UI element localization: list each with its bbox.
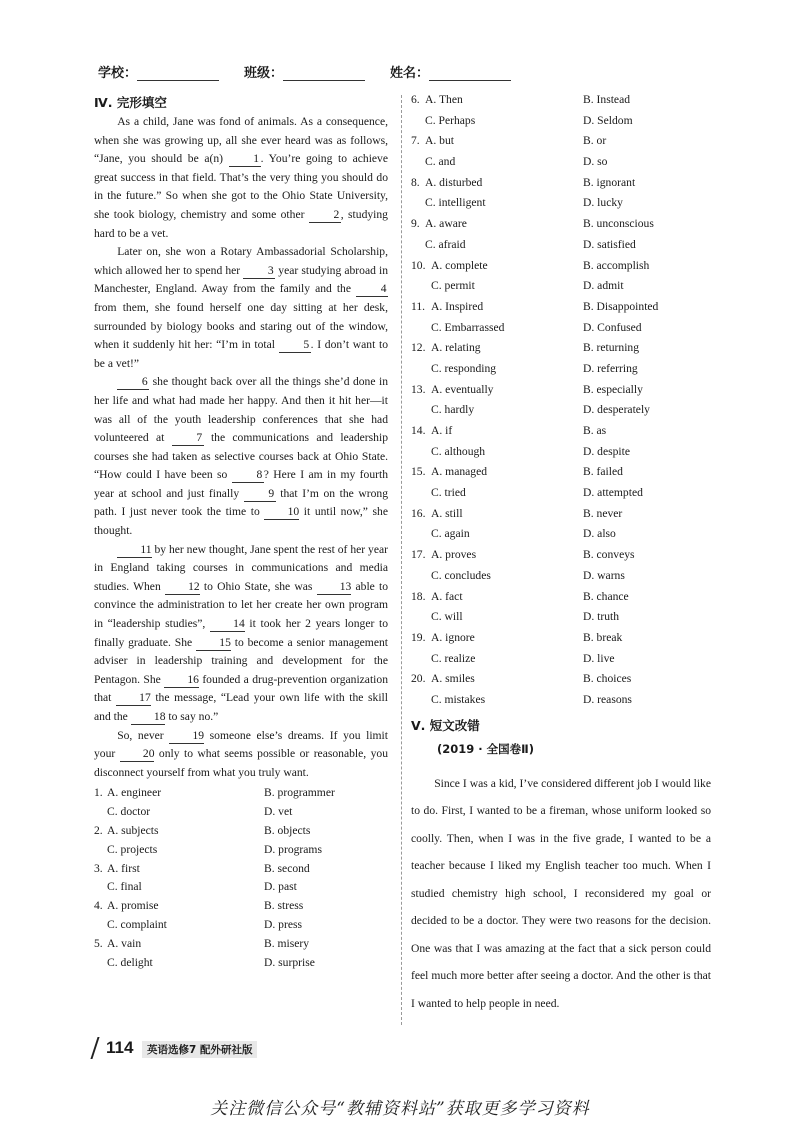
option-b[interactable]: B. unconscious [583,217,654,231]
option-row [94,841,388,860]
option-a[interactable]: A. first [107,861,140,875]
question-number: 20. [411,672,426,686]
option-d[interactable]: D. surprise [264,955,315,969]
option-c[interactable]: C. afraid [425,237,466,251]
option-c[interactable]: C. hardly [431,403,475,417]
option-d[interactable]: D. truth [583,610,620,624]
option-b[interactable]: B. failed [583,465,623,479]
option-row [94,897,388,916]
passage-text: someone else’s dreams. If you limit your [94,728,388,761]
option-row [411,693,711,714]
answer-blank[interactable]: 2 [309,208,341,223]
option-row [411,155,711,176]
option-row [411,321,711,342]
option-b[interactable]: B. objects [264,823,311,837]
question-number: 7. [411,134,420,148]
class-field [244,62,365,81]
school-field [98,62,219,81]
option-row [411,403,711,424]
option-b[interactable]: B. especially [583,382,643,396]
question-number: 14. [411,424,426,437]
option-d[interactable]: D. desperately [583,403,650,417]
option-d[interactable]: D. satisfied [583,237,636,251]
option-a[interactable]: A. subjects [107,823,159,837]
answer-blank[interactable]: 9 [244,487,276,502]
passage-text: that I’m on the wrong path. I just never took the time to [94,486,389,519]
option-row [411,652,711,673]
passage-text: As a child, Jane was fond of animals. As a consequence, when she was growing up, all she ever heard was as follows, “Jane, you should be a(n) [94,115,388,166]
option-b[interactable]: B. programmer [264,786,335,800]
option-row [411,196,711,217]
option-a[interactable]: A. proves [431,548,477,562]
passage-text: founded a drug-prevention organization that [94,672,388,705]
option-row [411,238,711,259]
footer-slash [90,1037,99,1059]
answer-blank[interactable]: 5 [279,338,311,353]
answer-blank[interactable]: 16 [164,673,199,688]
option-b[interactable]: B. as [583,424,607,437]
passage-text: by her new thought, Jane spent the rest of her year in England taking courses in communications and media studies. When [94,542,388,593]
option-a[interactable]: A. promise [107,899,159,913]
section5-title: Ⅴ. 短文改错 [411,717,480,733]
option-b[interactable]: B. accomplish [583,258,650,272]
passage-text: to become a senior management adviser in leadership training and development for the Pentagon. She [94,635,388,686]
option-c[interactable]: C. will [431,610,463,624]
option-row [94,878,388,897]
option-b[interactable]: B. ignorant [583,175,636,189]
question-number: 4. [94,899,103,913]
option-c[interactable]: C. delight [107,955,153,969]
option-c[interactable]: C. Embarrassed [431,320,505,334]
answer-blank[interactable]: 14 [210,617,245,632]
option-d[interactable]: D. Confused [583,320,642,334]
question-number: 17. [411,548,426,562]
answer-blank[interactable]: 4 [356,282,388,297]
option-d[interactable]: D. programs [264,842,322,856]
option-row [411,341,711,362]
option-row [411,507,711,528]
option-b[interactable]: B. misery [264,936,310,950]
option-c[interactable]: C. responding [431,361,497,375]
option-c[interactable]: C. final [107,880,142,894]
name-label: 姓名： [390,66,430,81]
passage-text: ? Here I am in my fourth year at school and just finally [94,468,388,500]
option-c[interactable]: C. tried [431,486,466,500]
option-row [411,445,711,466]
passage-text: So, never [117,728,170,742]
option-c[interactable]: C. although [431,444,486,458]
option-b[interactable]: B. Instead [583,93,631,106]
passage-text: year studying abroad in Manchester, England. Away from the family and the [94,263,388,296]
option-d[interactable]: D. warns [583,568,625,582]
school-blank[interactable] [137,66,219,81]
option-row [411,114,711,135]
option-row [94,803,388,822]
question-number: 19. [411,630,426,644]
option-c[interactable]: C. realize [431,651,476,665]
option-b[interactable]: B. choices [583,672,632,686]
passage-paragraph [94,243,388,373]
passage-text: only to what seems possible or reasonable, you disconnect yourself from what you truly want. [94,747,388,779]
option-a[interactable]: A. Then [425,93,463,106]
option-c[interactable]: C. and [425,155,456,169]
answer-blank[interactable]: 7 [172,431,204,446]
passage-text: she thought back over all the things she’d done in her life and what had made her happy. And then it hit her—it was all of the youth leadership conferences that she had volunteered at [94,375,388,445]
option-d[interactable]: D. despite [583,444,631,458]
option-d[interactable]: D. lucky [583,196,623,210]
passage-text: . I don’t want to be a vet!” [94,338,388,370]
option-row [411,631,711,652]
option-c[interactable]: C. projects [107,842,158,856]
right-column [411,93,711,1017]
option-a[interactable]: A. relating [431,341,481,355]
question-number: 12. [411,341,426,355]
option-d[interactable]: D. press [264,917,302,931]
option-a[interactable]: A. complete [431,258,488,272]
option-row [94,935,388,954]
question-number: 13. [411,382,426,396]
option-a[interactable]: A. vain [107,936,142,950]
option-c[interactable]: C. doctor [107,805,151,819]
option-a[interactable]: A. if [431,424,453,437]
option-a[interactable]: A. ignore [431,630,475,644]
book-label: 英语选修7 配外研社版 [142,1041,257,1058]
option-d[interactable]: D. also [583,527,616,541]
option-b[interactable]: B. break [583,630,623,644]
answer-blank[interactable]: 6 [117,375,149,390]
answer-blank[interactable]: 12 [165,580,200,595]
passage-text: the message, “Lead your own life with the skill and the [94,691,388,723]
option-a[interactable]: A. managed [431,465,488,479]
column-divider [401,95,402,1025]
question-number: 18. [411,589,426,603]
option-d[interactable]: D. admit [583,279,624,293]
option-d[interactable]: D. so [583,155,608,169]
answer-blank[interactable]: 20 [120,747,155,762]
option-row [411,672,711,693]
question-number: 2. [94,823,103,837]
passage-text: , studying hard to be a vet. [94,207,388,240]
option-row [411,93,711,114]
passage-paragraph [94,727,388,783]
option-row [94,784,388,803]
option-a[interactable]: A. smiles [431,672,475,686]
option-row [411,527,711,548]
option-row [411,383,711,404]
option-row [411,176,711,197]
option-b[interactable]: B. or [583,134,607,148]
passage-text: from them, she found herself one day sitting at her desk, surrounded by biology books and staring out of the window, when it suddenly hit her: “I’m in total [94,300,388,352]
answer-blank[interactable]: 10 [264,505,299,520]
option-b[interactable]: B. Disappointed [583,299,659,313]
option-c[interactable]: C. intelligent [425,196,486,210]
answer-blank[interactable]: 8 [232,468,264,483]
question-number: 1. [94,786,103,800]
option-row [411,610,711,631]
option-a[interactable]: A. but [425,134,454,148]
passage-paragraph [94,541,388,727]
question-number: 10. [411,258,426,272]
option-b[interactable]: B. returning [583,341,640,355]
option-d[interactable]: D. attempted [583,486,643,500]
option-a[interactable]: A. aware [425,217,467,231]
cloze-section [94,93,388,972]
option-b[interactable]: B. never [583,506,623,520]
question-number: 16. [411,506,426,520]
passage-paragraph [94,373,388,540]
question-number: 8. [411,175,420,189]
option-row [411,300,711,321]
option-c[interactable]: C. again [431,527,470,541]
option-row [94,916,388,935]
option-row [411,424,711,445]
option-row [411,279,711,300]
option-c[interactable]: C. concludes [431,568,491,582]
option-row [94,822,388,841]
option-row [411,362,711,383]
option-row [94,954,388,973]
option-row [411,217,711,238]
option-d[interactable]: D. reasons [583,692,632,706]
name-blank[interactable] [429,66,511,81]
option-a[interactable]: A. still [431,506,463,520]
option-row [411,465,711,486]
option-c[interactable]: C. complaint [107,917,167,931]
option-c[interactable]: C. permit [431,279,475,293]
passage-text: . You’re going to achieve great success in that field. That’s the very thing you should do in the future.” So when she got to the Ohio State University, she took biology, chemistry and some other [94,152,389,221]
option-row [94,860,388,879]
error-correction-passage: Since I was a kid, I’ve considered different job I would like to do. First, I wanted to be a fireman, whose uniform looked so coolly. Then, when I was in the five grade, I wanted to be a teacher because I liked my English teacher too much. When I studied chemistry high school, I reconsidered my goal or decided to be a doctor. They were two reasons for the decision. One was that I was amazing at the fact that a sick person could feel much more better after seeing a doctor. And the other is that I wanted to help people in need. [411,776,711,1010]
passage-text: able to convince the administration to let her create her own program in “leadership studies”, [94,579,389,631]
question-number: 9. [411,217,420,231]
answer-blank[interactable]: 17 [116,691,151,706]
class-label: 班级： [244,66,284,81]
option-b[interactable]: B. stress [264,899,304,913]
option-d[interactable]: D. Seldom [583,113,633,127]
answer-blank[interactable]: 11 [117,543,151,558]
section5-year: (2019 · 全国卷Ⅱ) [437,741,534,756]
option-c[interactable]: C. Perhaps [425,113,476,127]
option-d[interactable]: D. vet [264,805,293,819]
answer-blank[interactable]: 3 [243,264,275,279]
answer-blank[interactable]: 1 [229,152,261,167]
passage-text: to say no.” [165,710,219,723]
option-row [411,486,711,507]
question-number: 6. [411,93,420,106]
option-row [411,259,711,280]
option-row [411,569,711,590]
options-left-column [94,784,388,972]
question-number: 3. [94,861,103,875]
option-row [411,590,711,611]
page-number: 114 [106,1038,134,1057]
option-b[interactable]: B. second [264,861,310,875]
passage-paragraph [94,113,388,243]
answer-blank[interactable]: 18 [131,710,166,725]
passage-text: the communications and leadership courses she had taken as selective courses back at Ohio State. “How could I have been so [94,431,388,482]
name-field [390,62,511,81]
option-b[interactable]: B. conveys [583,548,635,562]
passage-text: it took her 2 years longer to finally graduate. She [94,617,388,649]
option-a[interactable]: A. engineer [107,786,162,800]
class-blank[interactable] [283,66,365,81]
answer-blank[interactable]: 19 [169,729,204,744]
option-row [411,134,711,155]
section4-title: Ⅳ. 完形填空 [94,95,167,110]
option-c[interactable]: C. mistakes [431,692,486,706]
option-row [411,548,711,569]
bottom-note: 关注微信公众号“教辅资料站”获取更多学习资料 [210,1099,590,1119]
passage-text: it until now,” she thought. [94,505,388,538]
option-a[interactable]: A. Inspired [431,299,484,313]
option-a[interactable]: A. eventually [431,382,494,396]
passage-text: to Ohio State, she was [199,579,317,593]
answer-blank[interactable]: 15 [196,636,231,651]
question-number: 15. [411,465,426,479]
option-b[interactable]: B. chance [583,589,629,603]
passage-text: Later on, she won a Rotary Ambassadorial Scholarship, which allowed her to spend her [94,245,388,277]
option-a[interactable]: A. disturbed [425,175,483,189]
cloze-passage [94,113,388,782]
option-a[interactable]: A. fact [431,589,463,603]
answer-blank[interactable]: 13 [317,580,352,595]
option-d[interactable]: D. live [583,651,615,665]
question-number: 11. [411,299,426,313]
option-d[interactable]: D. referring [583,361,638,375]
question-number: 5. [94,936,103,950]
option-d[interactable]: D. past [264,880,297,894]
options-right-column [411,93,711,714]
school-label: 学校： [98,66,138,81]
